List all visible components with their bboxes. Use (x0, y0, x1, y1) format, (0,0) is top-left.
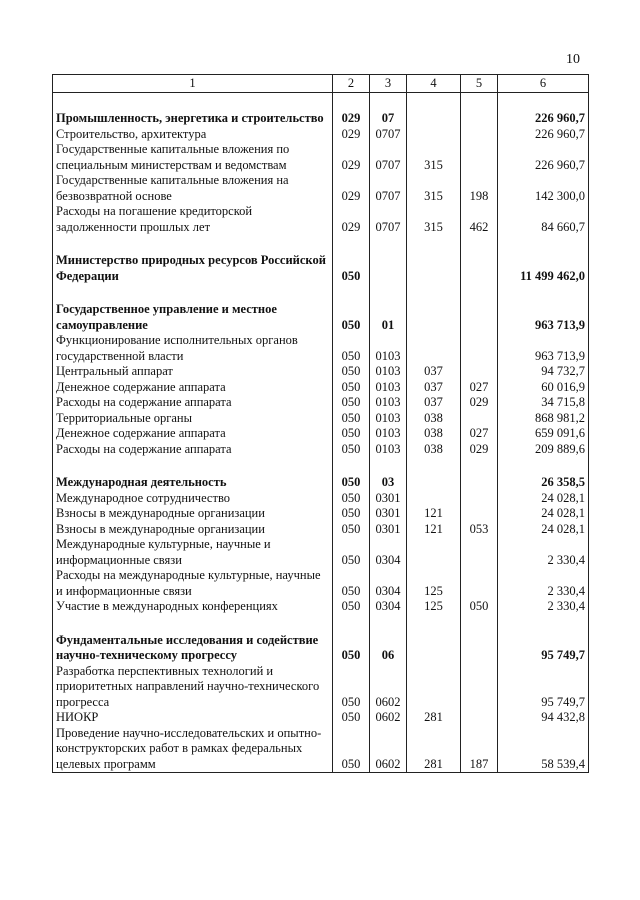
table-row (53, 111, 589, 127)
table-row (53, 333, 589, 364)
row-name (53, 93, 333, 112)
chapter-code: 050 (333, 380, 370, 396)
expense-code (461, 537, 498, 568)
row-amount (498, 457, 589, 475)
target-code: 315 (407, 173, 461, 204)
row-amount: 2 330,4 (498, 537, 589, 568)
row-name: НИОКР (53, 710, 333, 726)
chapter-code: 050 (333, 364, 370, 380)
row-amount: 226 960,7 (498, 142, 589, 173)
expense-code (461, 475, 498, 491)
expense-code (461, 364, 498, 380)
section-code (370, 615, 407, 633)
expense-code: 027 (461, 426, 498, 442)
expense-code (461, 333, 498, 364)
expense-code (461, 284, 498, 302)
section-code: 0301 (370, 491, 407, 507)
spacer-row (53, 457, 589, 475)
expense-code (461, 411, 498, 427)
expense-code (461, 235, 498, 253)
row-amount: 24 028,1 (498, 522, 589, 538)
row-name: Взносы в международные организации (53, 506, 333, 522)
table-body (53, 93, 589, 773)
chapter-code: 050 (333, 726, 370, 773)
chapter-code: 029 (333, 173, 370, 204)
row-amount: 659 091,6 (498, 426, 589, 442)
row-name: Промышленность, энергетика и строительство (53, 111, 333, 127)
header-row (53, 75, 589, 93)
row-name: Денежное содержание аппарата (53, 380, 333, 396)
section-code (370, 284, 407, 302)
section-code: 0301 (370, 522, 407, 538)
target-code: 037 (407, 380, 461, 396)
target-code: 037 (407, 395, 461, 411)
row-amount: 963 713,9 (498, 333, 589, 364)
row-amount: 11 499 462,0 (498, 253, 589, 284)
chapter-code (333, 284, 370, 302)
table-row (53, 426, 589, 442)
expense-code (461, 302, 498, 333)
row-name: Государственное управление и местное самоуправление (53, 302, 333, 333)
section-code: 0301 (370, 506, 407, 522)
chapter-code: 050 (333, 568, 370, 599)
row-name: Международное сотрудничество (53, 491, 333, 507)
target-code: 038 (407, 411, 461, 427)
row-amount: 84 660,7 (498, 204, 589, 235)
chapter-code: 050 (333, 395, 370, 411)
column-header: 2 (333, 75, 370, 93)
target-code: 281 (407, 710, 461, 726)
row-amount: 2 330,4 (498, 568, 589, 599)
table-row (53, 442, 589, 458)
row-name: Международная деятельность (53, 475, 333, 491)
column-header: 3 (370, 75, 407, 93)
expense-code (461, 710, 498, 726)
row-name: Денежное содержание аппарата (53, 426, 333, 442)
chapter-code: 029 (333, 127, 370, 143)
target-code: 315 (407, 142, 461, 173)
section-code: 01 (370, 302, 407, 333)
section-code: 0103 (370, 380, 407, 396)
expense-code (461, 111, 498, 127)
expense-code: 029 (461, 442, 498, 458)
section-code: 0602 (370, 664, 407, 711)
table-row (53, 253, 589, 284)
chapter-code: 050 (333, 710, 370, 726)
row-name: Государственные капитальные вложения по специальным министерствам и ведомствам (53, 142, 333, 173)
target-code (407, 491, 461, 507)
section-code: 0707 (370, 142, 407, 173)
expense-code (461, 491, 498, 507)
row-amount: 95 749,7 (498, 664, 589, 711)
spacer-row (53, 235, 589, 253)
expense-code (461, 633, 498, 664)
target-code: 281 (407, 726, 461, 773)
chapter-code: 050 (333, 522, 370, 538)
row-amount: 24 028,1 (498, 491, 589, 507)
target-code (407, 253, 461, 284)
section-code: 0103 (370, 426, 407, 442)
row-name: Государственные капитальные вложения на безвозвратной основе (53, 173, 333, 204)
section-code: 0103 (370, 395, 407, 411)
table-row (53, 506, 589, 522)
row-name: Фундаментальные исследования и содействие научно-техническому прогрессу (53, 633, 333, 664)
chapter-code (333, 615, 370, 633)
row-name: Функционирование исполнительных органов государственной власти (53, 333, 333, 364)
chapter-code: 029 (333, 111, 370, 127)
table-row (53, 142, 589, 173)
section-code: 06 (370, 633, 407, 664)
chapter-code: 050 (333, 475, 370, 491)
chapter-code: 050 (333, 537, 370, 568)
expense-code (461, 142, 498, 173)
table-row (53, 127, 589, 143)
row-name: Разработка перспективных технологий и приоритетных направлений научно-технического прогресса (53, 664, 333, 711)
target-code: 121 (407, 522, 461, 538)
chapter-code (333, 457, 370, 475)
row-name (53, 235, 333, 253)
row-amount: 209 889,6 (498, 442, 589, 458)
row-amount: 226 960,7 (498, 111, 589, 127)
target-code: 038 (407, 426, 461, 442)
section-code: 0707 (370, 173, 407, 204)
row-name: Проведение научно-исследовательских и опытно-конструкторских работ в рамках федеральных целевых программ (53, 726, 333, 773)
row-name: Строительство, архитектура (53, 127, 333, 143)
expense-code (461, 506, 498, 522)
table-row (53, 380, 589, 396)
chapter-code: 050 (333, 506, 370, 522)
spacer-row (53, 284, 589, 302)
table-row (53, 599, 589, 615)
chapter-code (333, 235, 370, 253)
table-row (53, 522, 589, 538)
target-code (407, 93, 461, 112)
section-code: 0602 (370, 726, 407, 773)
section-code: 0103 (370, 411, 407, 427)
table-row (53, 633, 589, 664)
expense-code: 053 (461, 522, 498, 538)
row-amount: 60 016,9 (498, 380, 589, 396)
row-name: Расходы на погашение кредиторской задолженности прошлых лет (53, 204, 333, 235)
target-code (407, 457, 461, 475)
row-name: Взносы в международные организации (53, 522, 333, 538)
row-amount: 94 432,8 (498, 710, 589, 726)
table-row (53, 568, 589, 599)
chapter-code: 029 (333, 142, 370, 173)
expense-code (461, 93, 498, 112)
section-code: 0707 (370, 204, 407, 235)
chapter-code: 050 (333, 633, 370, 664)
row-name: Расходы на международные культурные, научные и информационные связи (53, 568, 333, 599)
chapter-code: 029 (333, 204, 370, 235)
chapter-code: 050 (333, 302, 370, 333)
chapter-code: 050 (333, 442, 370, 458)
target-code: 125 (407, 599, 461, 615)
chapter-code: 050 (333, 491, 370, 507)
target-code: 315 (407, 204, 461, 235)
chapter-code: 050 (333, 426, 370, 442)
chapter-code: 050 (333, 411, 370, 427)
target-code (407, 284, 461, 302)
expense-code (461, 615, 498, 633)
target-code: 121 (407, 506, 461, 522)
expense-code (461, 253, 498, 284)
table-row (53, 491, 589, 507)
row-amount (498, 615, 589, 633)
target-code (407, 633, 461, 664)
section-code (370, 457, 407, 475)
section-code: 0304 (370, 599, 407, 615)
row-amount: 34 715,8 (498, 395, 589, 411)
column-header: 6 (498, 75, 589, 93)
target-code: 125 (407, 568, 461, 599)
target-code (407, 664, 461, 711)
target-code (407, 537, 461, 568)
chapter-code: 050 (333, 599, 370, 615)
target-code: 037 (407, 364, 461, 380)
chapter-code: 050 (333, 333, 370, 364)
section-code: 0602 (370, 710, 407, 726)
table-row (53, 395, 589, 411)
chapter-code (333, 93, 370, 112)
section-code: 0304 (370, 568, 407, 599)
row-amount: 94 732,7 (498, 364, 589, 380)
expense-code: 029 (461, 395, 498, 411)
row-name (53, 457, 333, 475)
table-row (53, 173, 589, 204)
spacer-row (53, 93, 589, 112)
spacer-row (53, 615, 589, 633)
row-amount (498, 93, 589, 112)
expense-code (461, 457, 498, 475)
table-row (53, 537, 589, 568)
column-header: 4 (407, 75, 461, 93)
table-row (53, 411, 589, 427)
target-code (407, 615, 461, 633)
table-row (53, 475, 589, 491)
expense-code: 462 (461, 204, 498, 235)
expense-code: 027 (461, 380, 498, 396)
expense-code: 050 (461, 599, 498, 615)
row-amount: 963 713,9 (498, 302, 589, 333)
row-amount: 95 749,7 (498, 633, 589, 664)
row-name: Расходы на содержание аппарата (53, 442, 333, 458)
row-amount: 2 330,4 (498, 599, 589, 615)
target-code (407, 235, 461, 253)
row-amount: 142 300,0 (498, 173, 589, 204)
row-amount: 58 539,4 (498, 726, 589, 773)
section-code: 0103 (370, 364, 407, 380)
table-row (53, 302, 589, 333)
section-code: 0103 (370, 442, 407, 458)
row-name: Министерство природных ресурсов Российской Федерации (53, 253, 333, 284)
table-row (53, 364, 589, 380)
row-amount: 24 028,1 (498, 506, 589, 522)
expense-code: 198 (461, 173, 498, 204)
row-name: Международные культурные, научные и информационные связи (53, 537, 333, 568)
row-amount: 226 960,7 (498, 127, 589, 143)
row-name: Расходы на содержание аппарата (53, 395, 333, 411)
section-code: 0103 (370, 333, 407, 364)
row-name: Территориальные органы (53, 411, 333, 427)
row-name: Центральный аппарат (53, 364, 333, 380)
budget-table (52, 74, 589, 773)
expense-code (461, 568, 498, 599)
target-code (407, 111, 461, 127)
section-code (370, 253, 407, 284)
row-name (53, 615, 333, 633)
chapter-code: 050 (333, 253, 370, 284)
target-code (407, 127, 461, 143)
page-number: 10 (566, 52, 580, 67)
section-code: 0304 (370, 537, 407, 568)
row-name (53, 284, 333, 302)
row-amount: 26 358,5 (498, 475, 589, 491)
column-header: 5 (461, 75, 498, 93)
section-code (370, 93, 407, 112)
section-code: 07 (370, 111, 407, 127)
row-amount (498, 235, 589, 253)
table-row (53, 710, 589, 726)
table-row (53, 664, 589, 711)
table-row (53, 726, 589, 773)
column-header: 1 (53, 75, 333, 93)
section-code: 0707 (370, 127, 407, 143)
section-code (370, 235, 407, 253)
expense-code: 187 (461, 726, 498, 773)
chapter-code: 050 (333, 664, 370, 711)
row-amount: 868 981,2 (498, 411, 589, 427)
target-code (407, 475, 461, 491)
target-code (407, 333, 461, 364)
expense-code (461, 127, 498, 143)
row-amount (498, 284, 589, 302)
target-code: 038 (407, 442, 461, 458)
table-row (53, 204, 589, 235)
row-name: Участие в международных конференциях (53, 599, 333, 615)
target-code (407, 302, 461, 333)
section-code: 03 (370, 475, 407, 491)
expense-code (461, 664, 498, 711)
